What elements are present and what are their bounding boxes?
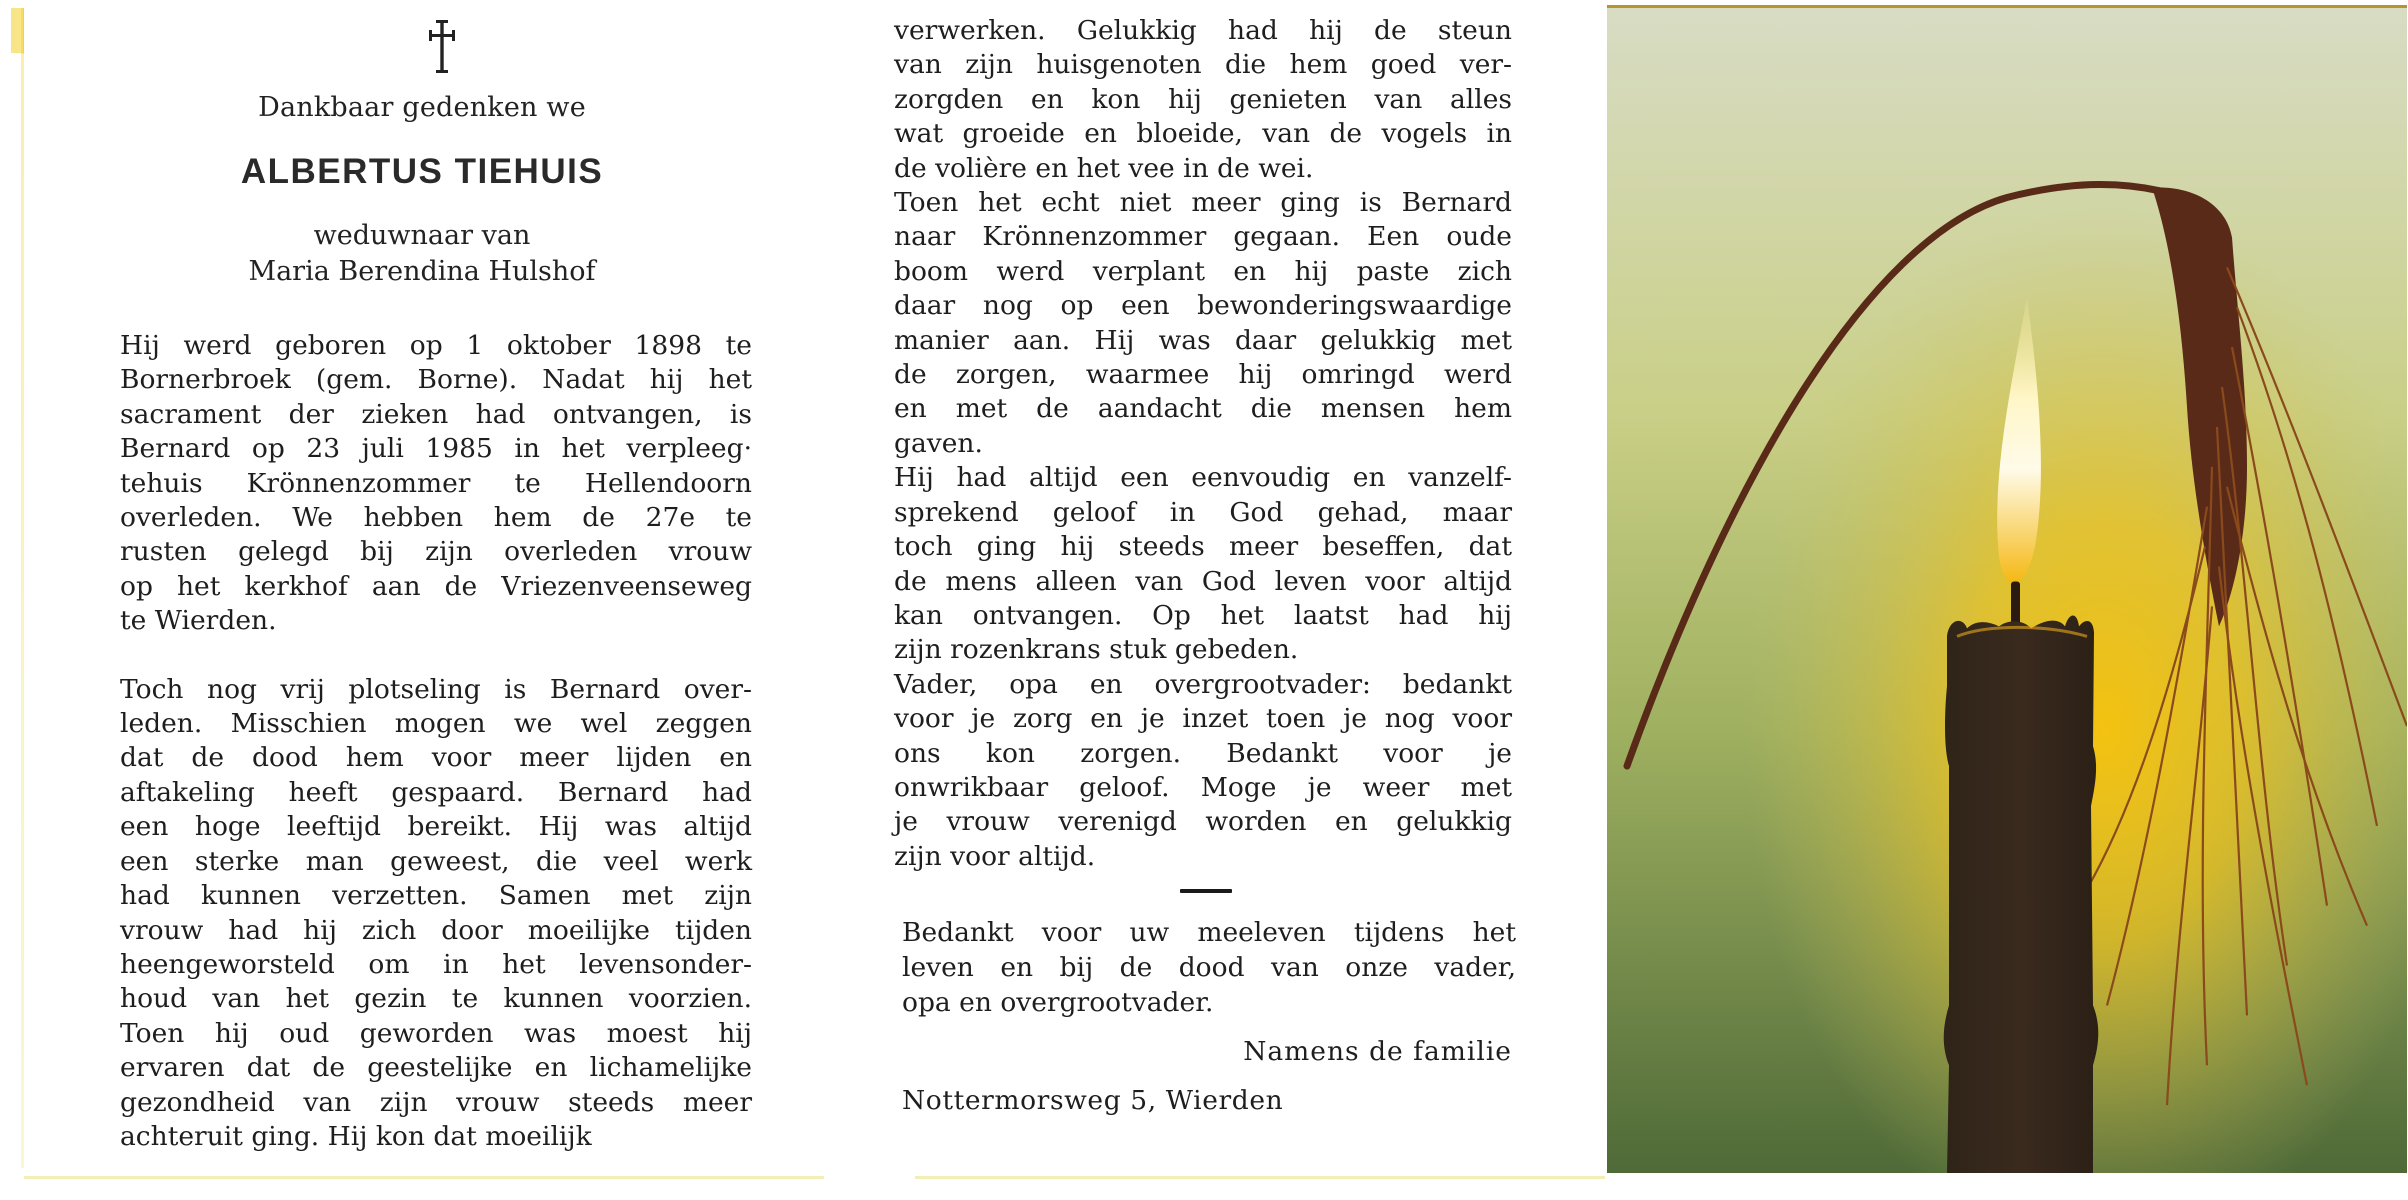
middle-body-text — [894, 14, 1512, 874]
text-line: voor je zorg en je inzet toen je nog voor — [894, 703, 1512, 735]
text-line: heengeworsteld om in het levensonder- — [120, 948, 752, 980]
text-line: tehuis Krönnenzommer te Hellendoorn — [120, 467, 752, 499]
candle-wheat-image — [1607, 8, 2407, 1173]
text-line: onwrikbaar geloof. Moge je weer met — [894, 771, 1512, 803]
text-line: achteruit ging. Hij kon dat moeilijk — [120, 1120, 592, 1152]
text-line: op het kerkhof aan de Vriezenveenseweg — [120, 570, 752, 602]
memorial-photo — [1607, 5, 2407, 1173]
text-line: de mens alleen van God leven voor altijd — [894, 565, 1512, 597]
text-line: manier aan. Hij was daar gelukkig met — [894, 324, 1512, 356]
text-line: Toen hij oud geworden was moest hij — [120, 1017, 752, 1049]
text-line: Toen het echt niet meer ging is Bernard — [894, 187, 1512, 219]
cross-icon — [427, 18, 457, 74]
text-line: de volière en het vee in de wei. — [894, 152, 1314, 184]
candle-body — [1944, 616, 2099, 1173]
page-bottom-edge — [915, 1176, 1605, 1179]
text-line: leden. Misschien mogen we wel zeggen — [120, 708, 752, 740]
text-line: had kunnen verzetten. Samen met zijn — [120, 880, 752, 912]
widower-block — [24, 218, 820, 290]
text-line: boom werd verplant en hij paste zich — [894, 255, 1512, 287]
paragraph-life — [120, 673, 752, 1155]
text-line: vrouw had hij zich door moeilijke tijden — [120, 914, 752, 946]
text-line: Bornerbroek (gem. Borne). Nadat hij het — [120, 364, 752, 396]
left-page — [24, 0, 824, 1176]
text-line: Bedankt voor uw meeleven tijdens het — [902, 917, 1516, 948]
text-line: naar Krönnenzommer gegaan. Een oude — [894, 221, 1512, 253]
text-line: gaven. — [894, 427, 983, 459]
text-line: Hij werd geboren op 1 oktober 1898 te — [120, 330, 752, 361]
text-line: zijn rozenkrans stuk gebeden. — [894, 634, 1299, 666]
text-line: rusten gelegd bij zijn overleden vrouw — [120, 536, 752, 568]
text-line: te Wierden. — [120, 605, 277, 637]
text-line: toch ging hij steeds meer beseffen, dat — [894, 531, 1512, 563]
text-line: Bernard op 23 juli 1985 in het verpleeg· — [120, 433, 752, 465]
text-line: aftakeling heeft gespaard. Bernard had — [120, 776, 752, 808]
text-line: een hoge leeftijd bereikt. Hij was altijd — [120, 811, 752, 843]
text-line: gezondheid van zijn vrouw steeds meer — [120, 1086, 752, 1118]
deceased-name: ALBERTUS TIEHUIS — [240, 152, 604, 191]
text-line: sprekend geloof in God gehad, maar — [894, 496, 1512, 528]
text-line: houd van het gezin te kunnen voorzien. — [120, 983, 752, 1015]
text-line: verwerken. Gelukkig had hij de steun — [894, 15, 1512, 46]
text-line: van zijn huisgenoten die hem goed ver- — [894, 49, 1512, 81]
address: Nottermorsweg 5, Wierden — [902, 1085, 1284, 1116]
text-line: ervaren dat de geestelijke en lichamelijke — [120, 1052, 752, 1084]
text-line: ons kon zorgen. Bedankt voor je — [894, 737, 1512, 769]
text-line: Hij had altijd een eenvoudig en vanzelf- — [894, 462, 1512, 494]
text-line: zijn voor altijd. — [894, 840, 1096, 872]
widower-line: weduwnaar van — [313, 220, 531, 251]
text-line: wat groeide en bloeide, van de vogels in — [894, 118, 1512, 150]
text-line: opa en overgrootvader. — [902, 987, 1214, 1018]
intro-text: Dankbaar gedenken we — [258, 92, 586, 123]
text-line: sacrament der zieken had ontvangen, is — [120, 398, 752, 430]
text-line: een sterke man geweest, die veel werk — [120, 845, 752, 877]
paragraph-birth-death — [120, 329, 752, 639]
text-line: leven en bij de dood van onze vader, — [902, 952, 1516, 983]
left-body-text — [120, 329, 752, 1154]
text-line: Vader, opa en overgrootvader: bedankt — [894, 668, 1512, 700]
text-line: dat de dood hem voor meer lijden en — [120, 742, 752, 774]
text-line: Toch nog vrij plotseling is Bernard over- — [120, 673, 752, 705]
thanks-text — [902, 915, 1516, 1020]
text-line: kan ontvangen. Op het laatst had hij — [894, 599, 1512, 631]
text-line: daar nog op een bewonderingswaardige — [894, 290, 1512, 322]
middle-page — [880, 0, 1580, 1176]
text-line: overleden. We hebben hem de 27e te — [120, 502, 752, 534]
separator-rule — [1180, 889, 1232, 893]
text-line: en met de aandacht die mensen hem — [894, 393, 1512, 425]
signature: Namens de familie — [1243, 1036, 1512, 1067]
spouse-name: Maria Berendina Hulshof — [248, 256, 596, 287]
text-line: de zorgen, waarmee hij omringd werd — [894, 359, 1512, 391]
text-line: zorgden en kon hij genieten van alles — [894, 83, 1512, 115]
page-bottom-edge — [24, 1176, 824, 1179]
text-line: je vrouw verenigd worden en gelukkig — [894, 806, 1512, 838]
